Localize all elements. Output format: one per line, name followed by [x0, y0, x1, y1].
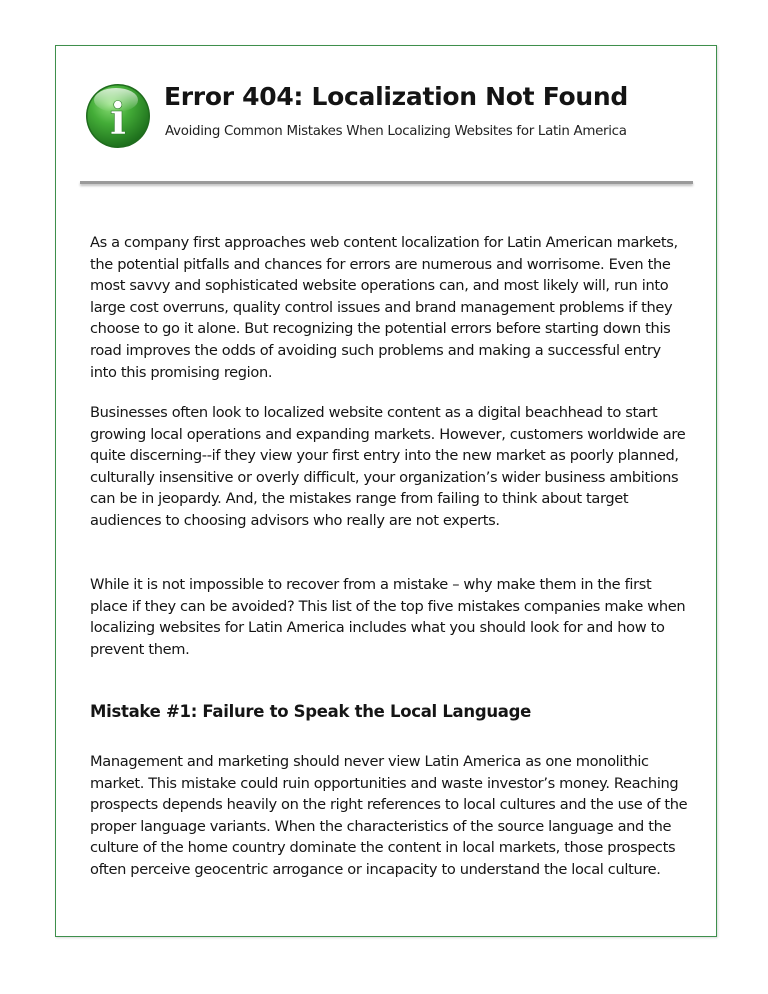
intro-paragraph-3: While it is not impossible to recover from a mistake – why make them in the first place if they can be avoided? This list of the top five mistakes companies make when localizing websites for Latin America includes what you should look for and how to prevent them.	[90, 576, 686, 658]
page-subtitle: Avoiding Common Mistakes When Localizing Websites for Latin America	[165, 124, 627, 139]
info-icon	[85, 83, 151, 149]
intro-paragraph-2: Businesses often look to localized website content as a digital beachhead to start growing local operations and expanding markets. However, customers worldwide are quite discerning--if they view your first entry into the new market as poorly planned, culturally insensitive or overly difficult, your organization’s wider business ambitions can be in jeopardy. And, the mistakes range from failing to think about target audiences to choosing advisors who really are not experts.	[90, 404, 686, 529]
page-title: Error 404: Localization Not Found	[164, 82, 628, 111]
intro-paragraph-1: As a company first approaches web content localization for Latin American markets, the potential pitfalls and chances for errors are numerous and worrisome. Even the most savvy and sophisticated website operations can, and most likely will, run into large cost overruns, quality control issues and brand management problems if they choose to go it alone. But recognizing the potential errors before starting down this road improves the odds of avoiding such problems and making a successful entry into this promising region.	[90, 234, 678, 381]
header-divider	[80, 181, 693, 184]
mistake-1-paragraph: Management and marketing should never view Latin America as one monolithic market. This mistake could ruin opportunities and waste investor’s money. Reaching prospects depends heavily on the right references to local cultures and the use of the proper language variants. When the characteristics of the source language and the culture of the home country dominate the content in local markets, those prospects often perceive geocentric arrogance or incapacity to understand the local culture.	[90, 753, 688, 878]
section-heading-mistake-1: Mistake #1: Failure to Speak the Local Language	[90, 702, 532, 721]
info-icon-glyph: i	[109, 94, 127, 145]
